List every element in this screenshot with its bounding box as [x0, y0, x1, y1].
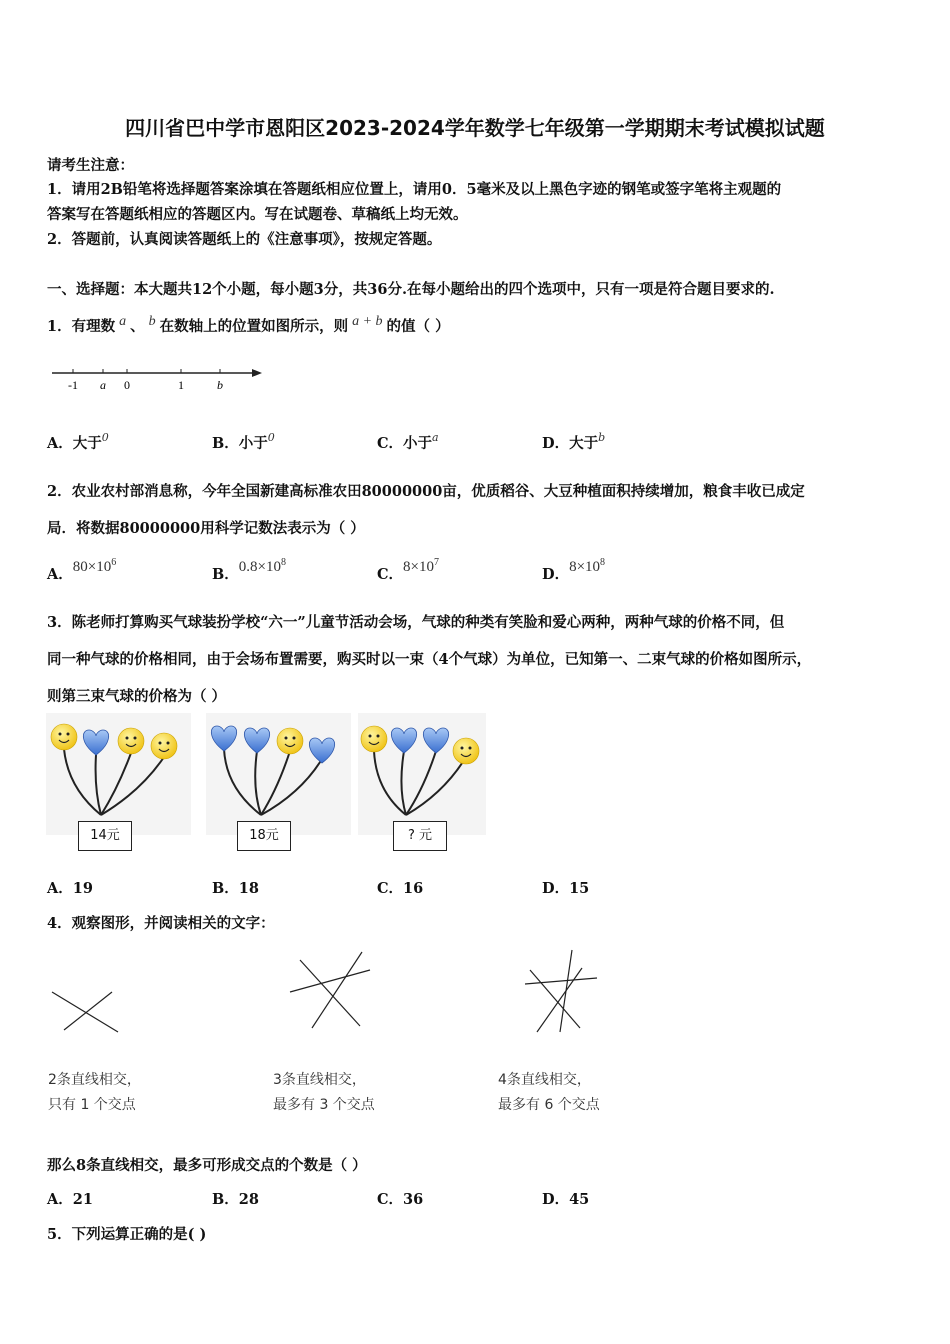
q2-option-b[interactable]: B．$0.8\times 10^8$ [212, 557, 286, 583]
q4-option-d[interactable]: D．45 [542, 1191, 590, 1208]
q2-option-c[interactable]: C．$8\times 10^7$ [377, 557, 440, 583]
q1-option-d[interactable]: D．大于$^b$ [542, 431, 606, 452]
question-1 [47, 315, 450, 336]
q1-var-b: b [148, 314, 156, 329]
q1-prefix: 1．有理数 [47, 318, 116, 335]
page-title: 四川省巴中学市恩阳区2023-2024学年数学七年级第一学期期末考试模拟试题 [125, 116, 825, 140]
four-lines [525, 950, 597, 1032]
smiley-balloon [51, 724, 77, 750]
smiley-balloon [151, 733, 177, 759]
smiley-balloon [118, 728, 144, 754]
q1-expr: a + b [352, 314, 383, 329]
q3-option-a[interactable]: A．19 [47, 880, 93, 897]
q2-option-a[interactable]: A．$80\times 10^6$ [47, 557, 117, 583]
number-line-arrow [252, 369, 262, 377]
smiley-balloon [361, 726, 387, 752]
question-2-line-1: 2．农业农村部消息称，今年全国新建高标准农田80000000亩，优质稻谷、大豆种植面积持续增加，粮食丰收已成定 [47, 483, 805, 500]
q2-option-d[interactable]: D．$8\times 10^8$ [542, 557, 606, 583]
label-b: b [217, 378, 223, 392]
two-lines [52, 992, 118, 1032]
label-a: a [100, 378, 106, 392]
q1-suffix: 的值（ ） [386, 318, 450, 335]
q1-sep: 、 [130, 318, 145, 335]
q4-option-c[interactable]: C．36 [377, 1191, 424, 1208]
question-2-line-2: 局．将数据80000000用科学记数法表示为（ ） [47, 520, 365, 537]
q1-option-a[interactable]: A．大于$^0$ [47, 431, 109, 452]
three-lines [290, 952, 370, 1028]
q1-option-b[interactable]: B．小于$^0$ [212, 431, 275, 452]
label-one: 1 [178, 378, 184, 392]
q4-option-a[interactable]: A．21 [47, 1191, 93, 1208]
section-heading: 一、选择题：本大题共12个小题，每小题3分，共36分.在每小题给出的四个选项中，只有一项是符合题目要求的. [47, 281, 775, 298]
question-5-line-1: 5．下列运算正确的是( ) [47, 1226, 207, 1243]
label-zero: 0 [124, 378, 130, 392]
notice-heading: 请考生注意： [47, 157, 134, 174]
q3-option-c[interactable]: C．16 [377, 880, 424, 897]
price-tag-2: 18元 [237, 821, 291, 851]
notice-line-3: 2．答题前，认真阅读答题纸上的《注意事项》，按规定答题。 [47, 231, 442, 248]
smiley-balloon [277, 728, 303, 754]
question-3-line-3: 则第三束气球的价格为（ ） [47, 688, 227, 705]
q3-option-b[interactable]: B．18 [212, 880, 259, 897]
q1-var-a: a [119, 314, 127, 329]
q4-option-b[interactable]: B．28 [212, 1191, 259, 1208]
caption-three-lines: 3条直线相交， 最多有 3 个交点 [273, 1072, 375, 1113]
label-minus-one: -1 [68, 378, 78, 392]
smiley-balloon [453, 738, 479, 764]
question-4-prompt: 那么8条直线相交，最多可形成交点的个数是（ ） [47, 1157, 367, 1174]
price-tag-3: ? 元 [393, 821, 447, 851]
caption-two-lines: 2条直线相交， 只有 1 个交点 [48, 1072, 141, 1113]
question-4-line-1: 4．观察图形，并阅读相关的文字： [47, 915, 275, 932]
notice-line-2: 答案写在答题纸相应的答题区内。写在试题卷、草稿纸上均无效。 [47, 206, 468, 223]
caption-four-lines: 4条直线相交， 最多有 6 个交点 [498, 1072, 600, 1113]
question-3-line-2: 同一种气球的价格相同，由于会场布置需要，购买时以一束（4个气球）为单位，已知第一、二束气球的价格如图所示， [47, 651, 812, 668]
q1-middle: 在数轴上的位置如图所示，则 [159, 318, 349, 335]
q1-option-c[interactable]: C．小于$^a$ [377, 431, 439, 452]
price-tag-1: 14元 [78, 821, 132, 851]
question-3-line-1: 3．陈老师打算购买气球装扮学校“六一”儿童节活动会场，气球的种类有笑脸和爱心两种，两种气球的价格不同，但 [47, 614, 785, 631]
q3-option-d[interactable]: D．15 [542, 880, 590, 897]
notice-line-1: 1．请用2B铅笔将选择题答案涂填在答题纸相应位置上，请用0．5毫米及以上黑色字迹的钢笔或签字笔将主观题的 [47, 181, 782, 198]
intersecting-lines-figure [40, 940, 640, 1040]
number-line-figure [48, 360, 268, 395]
